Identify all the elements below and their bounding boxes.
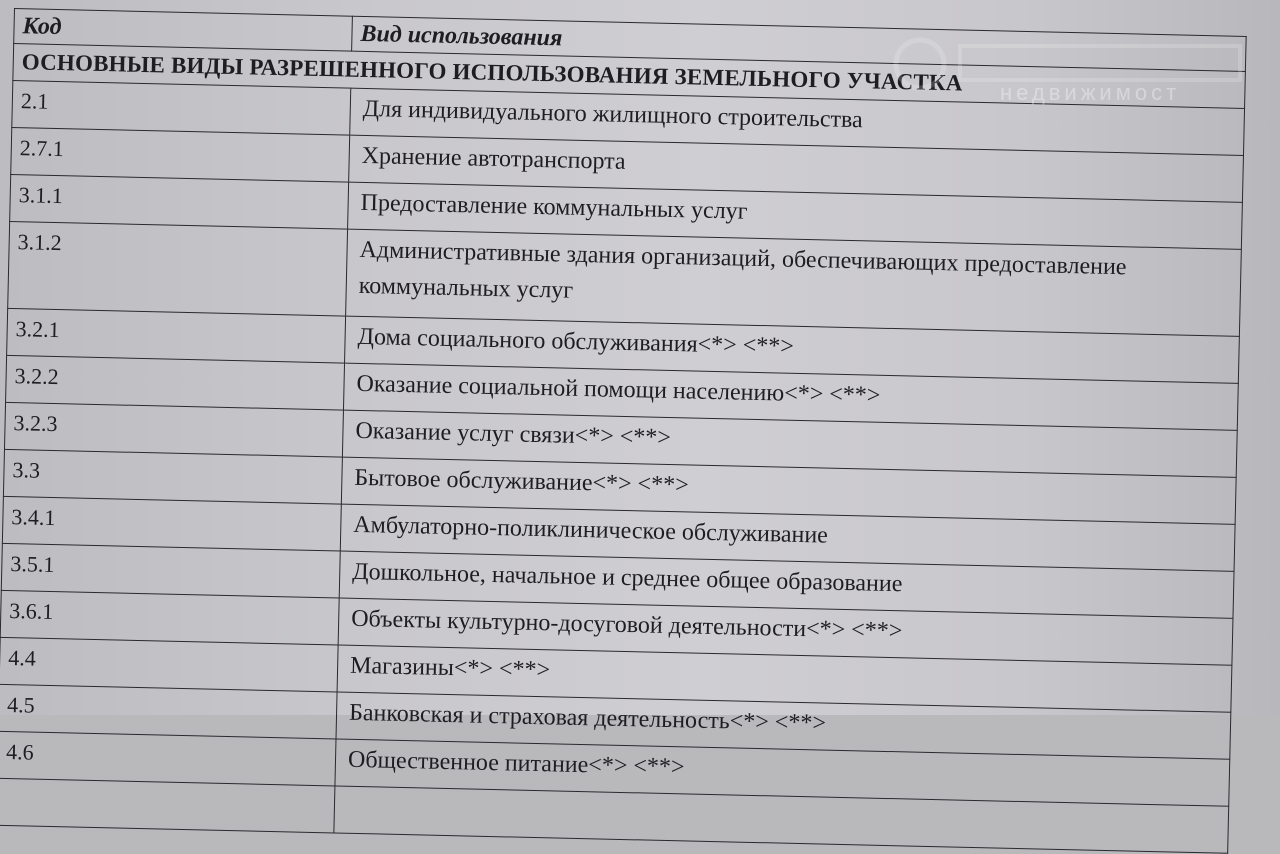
row-code: 3.1.2 bbox=[8, 221, 348, 316]
row-use: Дошкольное, начальное и среднее общее образование bbox=[339, 551, 1234, 618]
watermark-text: недвижимост bbox=[1000, 80, 1181, 105]
row-use: Хранение автотранспорта bbox=[349, 135, 1244, 202]
document-sheet bbox=[0, 8, 1246, 854]
row-use: Оказание социальной помощи населению<*> <**> bbox=[343, 363, 1238, 430]
row-code: 3.1.1 bbox=[10, 174, 349, 229]
row-code: 4.6 bbox=[0, 731, 336, 786]
row-use: Бытовое обслуживание<*> <**> bbox=[341, 457, 1236, 524]
land-use-table bbox=[0, 8, 1247, 854]
row-use: Объекты культурно-досуговой деятельности<*> <**> bbox=[338, 598, 1233, 665]
row-code: 2.7.1 bbox=[11, 127, 350, 182]
row-code: 3.2.3 bbox=[4, 402, 343, 457]
row-code: 3.6.1 bbox=[0, 590, 339, 645]
row-code: 4.4 bbox=[0, 637, 338, 692]
row-use: Предоставление коммунальных услуг bbox=[348, 182, 1243, 249]
row-use: Дома социального обслуживания<*> <**> bbox=[345, 316, 1240, 383]
row-use: Для индивидуального жилищного строительства bbox=[350, 88, 1245, 155]
row-use: Амбулаторно-поликлиническое обслуживание bbox=[340, 504, 1235, 571]
row-code: 3.2.2 bbox=[6, 355, 345, 410]
row-use: Банковская и страховая деятельность<*> <**> bbox=[336, 692, 1231, 759]
row-code: 3.5.1 bbox=[1, 543, 340, 598]
header-code: Код bbox=[14, 9, 353, 52]
row-code: 2.1 bbox=[12, 80, 351, 135]
row-code: 3.4.1 bbox=[2, 496, 341, 551]
row-code: 3.2.1 bbox=[7, 308, 346, 363]
section-title: ОСНОВНЫЕ ВИДЫ РАЗРЕШЕННОГО ИСПОЛЬЗОВАНИЯ ЗЕМЕЛЬНОГО УЧАСТКА bbox=[13, 44, 1246, 109]
row-code: 4.5 bbox=[0, 684, 337, 739]
header-use: Вид использования bbox=[352, 16, 1247, 71]
row-use: Общественное питание<*> <**> bbox=[335, 739, 1230, 806]
row-use: Административные здания организаций, обеспечивающих предоставление коммунальных услуг bbox=[346, 229, 1242, 336]
row-use: Магазины<*> <**> bbox=[337, 645, 1232, 712]
row-code: 3.3 bbox=[3, 449, 342, 504]
row-use: Оказание услуг связи<*> <**> bbox=[342, 410, 1237, 477]
